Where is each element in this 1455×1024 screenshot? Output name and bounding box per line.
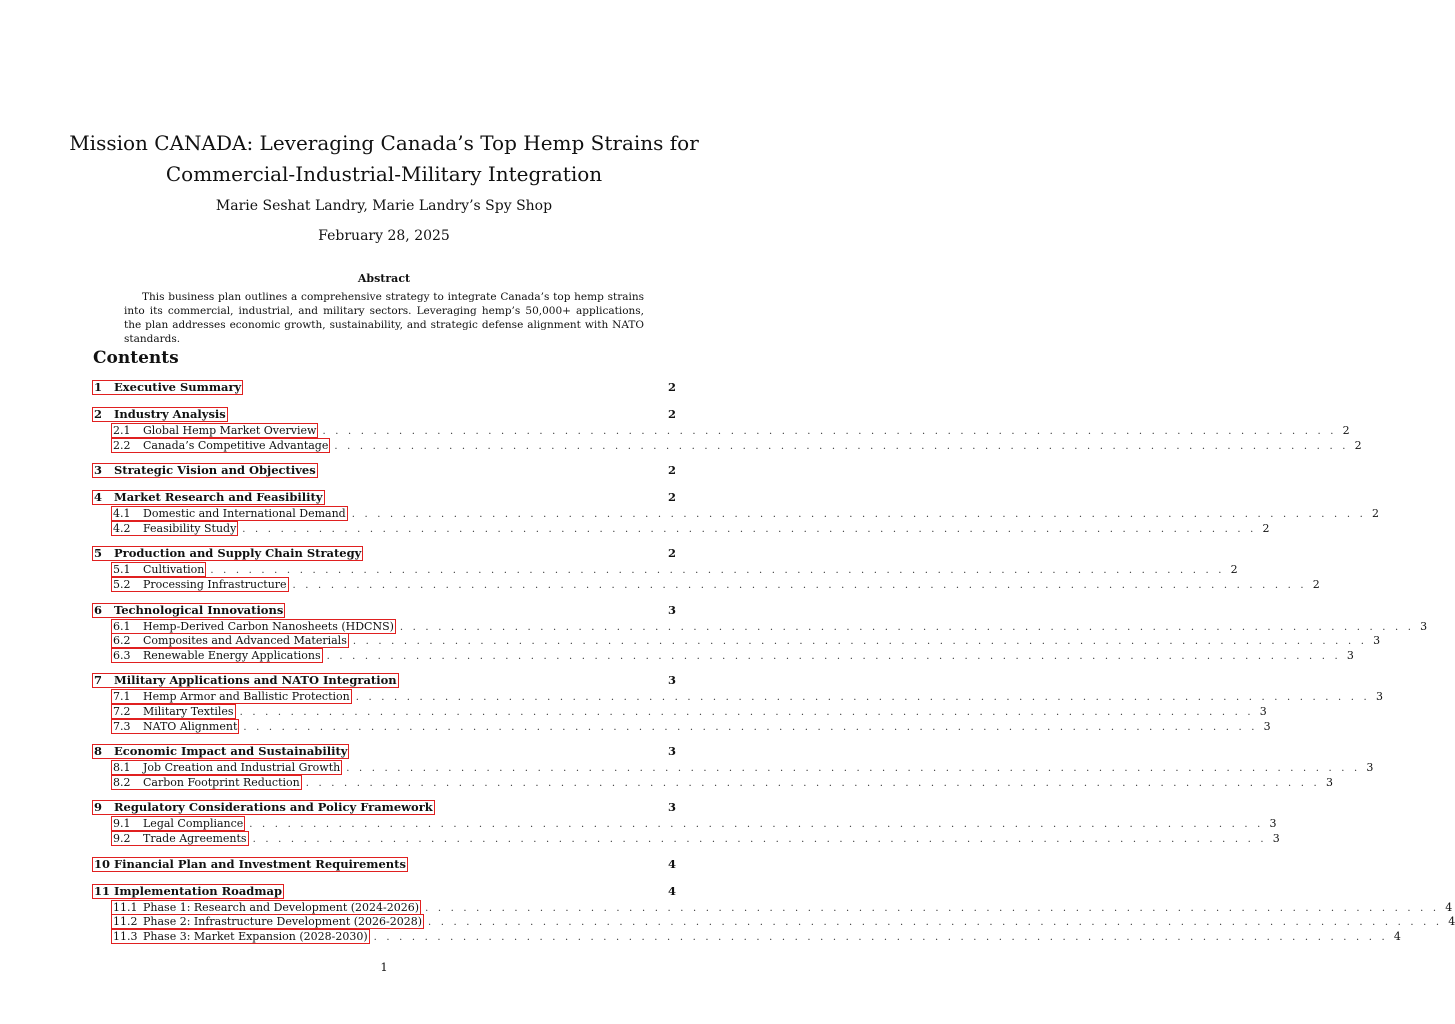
- toc-subsection-page: 3: [1373, 634, 1381, 648]
- toc-section-row: [92, 603, 676, 619]
- toc-subsection-row: [92, 704, 1267, 719]
- toc-subsection-row: [92, 423, 1350, 438]
- abstract-heading: Abstract: [357, 272, 411, 285]
- toc-dot-leader: . . . . . . . . . . . . . . . . . . . . . . . . . . . . . . . . . . . . . . . . . . . . . . . . . . . . . . . . . . . . . . . . . . . . . . . . . . . . . . . .: [428, 917, 1443, 929]
- toc-subsection-page: 2: [1342, 424, 1350, 437]
- toc-subsection-link[interactable]: [111, 577, 289, 592]
- toc-subsection-row: [92, 929, 1401, 944]
- toc-section-group: [92, 883, 1455, 944]
- toc-subsection-label: NATO Alignment: [143, 719, 238, 733]
- toc-subsection-row: [92, 831, 1280, 846]
- toc-dot-leader: . . . . . . . . . . . . . . . . . . . . . . . . . . . . . . . . . . . . . . . . . . . . . . . . . . . . . . . . . . . . . . . . . . . . . . . . . . . . . . . .: [355, 692, 1370, 704]
- toc-subsection-row: [92, 438, 1362, 453]
- toc-dot-leader: . . . . . . . . . . . . . . . . . . . . . . . . . . . . . . . . . . . . . . . . . . . . . . . . . . . . . . . . . . . . . . . . . . . . . . . . . . . . . . . .: [352, 636, 1368, 648]
- publication-date: February 28, 2025: [318, 228, 450, 244]
- toc-section-group: [92, 800, 1280, 845]
- toc-subsection-page: 3: [1420, 619, 1428, 633]
- toc-subsection-label: Cultivation: [143, 563, 205, 577]
- table-of-contents: [92, 380, 1455, 954]
- toc-section-row: [92, 884, 676, 900]
- toc-subsection-row: [92, 562, 1238, 577]
- toc-section-number: 3: [94, 463, 103, 478]
- toc-subsection-number: 9.1: [113, 817, 131, 831]
- toc-section-number: 2: [94, 407, 103, 421]
- toc-subsection-number: 8.1: [113, 761, 131, 775]
- toc-section-page: 4: [667, 856, 676, 871]
- toc-section-label: Economic Impact and Sustainability: [114, 744, 348, 759]
- toc-subsection-page: 2: [1230, 563, 1238, 577]
- toc-subsection-row: [92, 648, 1354, 663]
- toc-subsection-row: [92, 775, 1333, 790]
- toc-section-link[interactable]: [92, 490, 325, 505]
- toc-section-label: Executive Summary: [114, 380, 242, 394]
- toc-section-page: 2: [667, 380, 676, 394]
- toc-section-link[interactable]: [92, 800, 435, 815]
- toc-section-number: 8: [94, 744, 103, 759]
- title-line-2: Commercial-Industrial-Military Integration: [165, 162, 603, 186]
- toc-dot-leader: . . . . . . . . . . . . . . . . . . . . . . . . . . . . . . . . . . . . . . . . . . . . . . . . . . . . . . . . . . . . . . . . . . . . . . . . . . . . . . . .: [346, 763, 1361, 775]
- toc-subsection-page: 2: [1312, 577, 1320, 591]
- toc-subsection-page: 4: [1393, 929, 1401, 943]
- toc-subsection-number: 11.3: [113, 929, 138, 943]
- toc-subsection-link[interactable]: [111, 619, 396, 634]
- toc-subsection-number: 5.1: [113, 563, 131, 577]
- toc-section-number: 5: [94, 546, 103, 561]
- toc-dot-leader: . . . . . . . . . . . . . . . . . . . . . . . . . . . . . . . . . . . . . . . . . . . . . . . . . . . . . . . . . . . . . . . . . . . . . . . . . . . . . . . .: [326, 650, 1341, 662]
- toc-section-row: [92, 800, 676, 816]
- toc-subsection-link[interactable]: [111, 914, 424, 929]
- toc-subsection-label: Hemp Armor and Ballistic Protection: [143, 690, 350, 704]
- toc-subsection-page: 3: [1259, 704, 1267, 718]
- toc-section-page: 2: [667, 407, 676, 421]
- toc-subsection-link[interactable]: [111, 816, 245, 831]
- toc-section-label: Technological Innovations: [114, 602, 284, 617]
- toc-section-number: 9: [94, 800, 103, 815]
- toc-section-link[interactable]: [92, 884, 284, 899]
- toc-subsection-label: Feasibility Study: [143, 521, 237, 535]
- toc-section-row: [92, 463, 676, 479]
- toc-subsection-page: 3: [1269, 817, 1277, 831]
- toc-section-label: Implementation Roadmap: [114, 883, 282, 898]
- title-line-1: Mission CANADA: Leveraging Canada’s Top Hemp Strains for: [69, 131, 699, 155]
- toc-subsection-label: Composites and Advanced Materials: [143, 634, 347, 648]
- toc-subsection-number: 7.1: [113, 690, 131, 704]
- toc-subsection-number: 4.2: [113, 521, 131, 535]
- toc-section-link[interactable]: [92, 744, 349, 759]
- toc-section-number: 11: [94, 883, 111, 898]
- toc-section-page: 2: [667, 546, 676, 561]
- page-number: 1: [380, 960, 388, 974]
- toc-subsection-link[interactable]: [111, 831, 249, 846]
- authors: Marie Seshat Landry, Marie Landry’s Spy Shop: [215, 198, 553, 214]
- toc-section-number: 10: [94, 856, 111, 871]
- toc-section-group: [92, 463, 676, 479]
- toc-section-link[interactable]: [92, 857, 408, 872]
- abstract-text: This business plan outlines a comprehensive strategy to integrate Canada’s top hemp strains into its commercial, industrial, and military sectors. Leveraging hemp’s 50,000+ applications, the plan addresses economic growth, sustainability, and strategic defense alignment with NATO standards.: [124, 291, 644, 345]
- toc-section-number: 6: [94, 602, 103, 617]
- toc-section-row: [92, 490, 676, 506]
- toc-section-number: 1: [94, 380, 103, 394]
- toc-section-label: Regulatory Considerations and Policy Framework: [114, 800, 433, 815]
- toc-subsection-link[interactable]: [111, 562, 206, 577]
- toc-subsection-label: Phase 1: Research and Development (2024-2026): [143, 900, 420, 914]
- toc-subsection-label: Military Textiles: [143, 704, 234, 718]
- toc-dot-leader: . . . . . . . . . . . . . . . . . . . . . . . . . . . . . . . . . . . . . . . . . . . . . . . . . . . . . . . . . . . . . . . . . . . . . . . . . . . . . . . .: [334, 440, 1349, 452]
- toc-subsection-row: [92, 719, 1271, 734]
- toc-subsection-link[interactable]: [111, 423, 318, 438]
- toc-subsection-number: 6.2: [113, 634, 131, 648]
- toc-subsection-number: 6.1: [113, 619, 131, 633]
- toc-dot-leader: . . . . . . . . . . . . . . . . . . . . . . . . . . . . . . . . . . . . . . . . . . . . . . . . . . . . . . . . . . . . . . . . . . . . . . . . . . . . . . . .: [351, 509, 1366, 521]
- toc-section-group: [92, 857, 676, 873]
- toc-dot-leader: . . . . . . . . . . . . . . . . . . . . . . . . . . . . . . . . . . . . . . . . . . . . . . . . . . . . . . . . . . . . . . . . . . . . . . . . . . . . . . . .: [210, 565, 1225, 577]
- toc-subsection-link[interactable]: [111, 438, 330, 453]
- toc-section-label: Strategic Vision and Objectives: [114, 463, 316, 478]
- contents-heading: Contents: [93, 348, 179, 368]
- toc-subsection-number: 4.1: [113, 507, 131, 521]
- toc-dot-leader: . . . . . . . . . . . . . . . . . . . . . . . . . . . . . . . . . . . . . . . . . . . . . . . . . . . . . . . . . . . . . . . . . . . . . . . . . . . . . . . .: [322, 426, 1337, 437]
- toc-section-label: Production and Supply Chain Strategy: [114, 546, 362, 561]
- toc-dot-leader: . . . . . . . . . . . . . . . . . . . . . . . . . . . . . . . . . . . . . . . . . . . . . . . . . . . . . . . . . . . . . . . . . . . . . . . . . . . . . . . .: [305, 777, 1320, 789]
- toc-subsection-page: 2: [1262, 521, 1270, 535]
- toc-section-row: [92, 546, 676, 562]
- toc-subsection-row: [92, 900, 1453, 915]
- toc-subsection-number: 11.2: [113, 915, 138, 929]
- toc-subsection-page: 2: [1371, 507, 1379, 521]
- toc-section-label: Financial Plan and Investment Requirements: [114, 856, 406, 871]
- toc-subsection-number: 5.2: [113, 577, 131, 591]
- toc-subsection-row: [92, 816, 1277, 831]
- toc-subsection-link[interactable]: [111, 900, 421, 915]
- toc-dot-leader: . . . . . . . . . . . . . . . . . . . . . . . . . . . . . . . . . . . . . . . . . . . . . . . . . . . . . . . . . . . . . . . . . . . . . . . . . . . . . . . .: [292, 579, 1307, 591]
- toc-subsection-number: 7.2: [113, 704, 131, 718]
- toc-section-group: [92, 546, 1320, 591]
- toc-section-link[interactable]: [92, 546, 363, 561]
- toc-subsection-link[interactable]: [111, 704, 236, 719]
- toc-dot-leader: . . . . . . . . . . . . . . . . . . . . . . . . . . . . . . . . . . . . . . . . . . . . . . . . . . . . . . . . . . . . . . . . . . . . . . . . . . . . . . . .: [373, 931, 1388, 943]
- toc-subsection-row: [92, 689, 1383, 704]
- toc-subsection-label: Processing Infrastructure: [143, 577, 287, 591]
- toc-section-label: Market Research and Feasibility: [114, 490, 323, 505]
- toc-subsection-page: 3: [1263, 719, 1271, 733]
- toc-dot-leader: . . . . . . . . . . . . . . . . . . . . . . . . . . . . . . . . . . . . . . . . . . . . . . . . . . . . . . . . . . . . . . . . . . . . . . . . . . . . . . . .: [239, 706, 1254, 718]
- toc-dot-leader: . . . . . . . . . . . . . . . . . . . . . . . . . . . . . . . . . . . . . . . . . . . . . . . . . . . . . . . . . . . . . . . . . . . . . . . . . . . . . . . .: [399, 621, 1415, 633]
- toc-subsection-label: Phase 3: Market Expansion (2028-2030): [143, 929, 368, 943]
- toc-subsection-row: [92, 577, 1320, 592]
- toc-subsection-link[interactable]: [111, 775, 302, 790]
- toc-section-group: [92, 407, 1362, 452]
- toc-section-group: [92, 602, 1428, 663]
- toc-subsection-number: 7.3: [113, 719, 131, 733]
- toc-subsection-page: 3: [1375, 690, 1383, 704]
- toc-section-page: 3: [667, 800, 676, 815]
- toc-subsection-row: [92, 633, 1381, 648]
- toc-section-link[interactable]: [92, 673, 399, 688]
- toc-section-link[interactable]: [92, 380, 243, 395]
- toc-section-row: [92, 744, 676, 760]
- toc-dot-leader: . . . . . . . . . . . . . . . . . . . . . . . . . . . . . . . . . . . . . . . . . . . . . . . . . . . . . . . . . . . . . . . . . . . . . . . . . . . . . . . .: [243, 721, 1258, 733]
- toc-subsection-label: Hemp-Derived Carbon Nanosheets (HDCNS): [143, 619, 394, 633]
- toc-subsection-label: Phase 2: Infrastructure Development (2026-2028): [143, 915, 423, 929]
- toc-section-page: 2: [667, 463, 676, 478]
- toc-subsection-link[interactable]: [111, 633, 349, 648]
- toc-subsection-link[interactable]: [111, 689, 352, 704]
- toc-section-link[interactable]: [92, 463, 318, 478]
- toc-subsection-page: 2: [1354, 438, 1362, 452]
- toc-subsection-number: 2.2: [113, 438, 131, 452]
- toc-section-link[interactable]: [92, 407, 228, 422]
- toc-subsection-label: Trade Agreements: [143, 831, 247, 845]
- toc-section-group: [92, 490, 1379, 535]
- toc-section-number: 7: [94, 673, 103, 688]
- toc-section-page: 3: [667, 744, 676, 759]
- toc-section-number: 4: [94, 490, 103, 505]
- toc-section-page: 3: [667, 602, 676, 617]
- toc-subsection-label: Global Hemp Market Overview: [143, 424, 317, 437]
- toc-subsection-page: 3: [1346, 648, 1354, 662]
- toc-subsection-label: Renewable Energy Applications: [143, 648, 321, 662]
- toc-subsection-link[interactable]: [111, 648, 323, 663]
- toc-dot-leader: . . . . . . . . . . . . . . . . . . . . . . . . . . . . . . . . . . . . . . . . . . . . . . . . . . . . . . . . . . . . . . . . . . . . . . . . . . . . . . . .: [242, 523, 1257, 535]
- toc-subsection-label: Legal Compliance: [143, 817, 244, 831]
- toc-subsection-link[interactable]: [111, 760, 342, 775]
- toc-subsection-row: [92, 760, 1374, 775]
- toc-dot-leader: . . . . . . . . . . . . . . . . . . . . . . . . . . . . . . . . . . . . . . . . . . . . . . . . . . . . . . . . . . . . . . . . . . . . . . . . . . . . . . . .: [249, 819, 1264, 831]
- toc-section-page: 4: [667, 883, 676, 898]
- toc-section-page: 2: [667, 490, 676, 505]
- toc-subsection-link[interactable]: [111, 521, 238, 536]
- toc-subsection-number: 9.2: [113, 831, 131, 845]
- toc-subsection-row: [92, 914, 1455, 929]
- toc-section-row: [92, 380, 676, 396]
- toc-subsection-label: Carbon Footprint Reduction: [143, 775, 300, 789]
- toc-section-link[interactable]: [92, 603, 285, 618]
- document-title: [0, 128, 768, 190]
- toc-subsection-page: 4: [1445, 900, 1453, 914]
- toc-subsection-page: 3: [1272, 831, 1280, 845]
- toc-subsection-row: [92, 506, 1379, 521]
- toc-subsection-label: Domestic and International Demand: [143, 507, 346, 521]
- toc-subsection-number: 8.2: [113, 775, 131, 789]
- toc-subsection-link[interactable]: [111, 506, 348, 521]
- toc-subsection-page: 4: [1448, 915, 1455, 929]
- toc-dot-leader: . . . . . . . . . . . . . . . . . . . . . . . . . . . . . . . . . . . . . . . . . . . . . . . . . . . . . . . . . . . . . . . . . . . . . . . . . . . . . . . .: [425, 902, 1440, 914]
- toc-subsection-link[interactable]: [111, 929, 370, 944]
- toc-section-row: [92, 673, 676, 689]
- toc-subsection-number: 2.1: [113, 424, 131, 437]
- toc-section-page: 3: [667, 673, 676, 688]
- toc-section-row: [92, 407, 676, 423]
- toc-subsection-row: [92, 521, 1270, 536]
- toc-section-label: Military Applications and NATO Integration: [114, 673, 397, 688]
- toc-subsection-page: 3: [1325, 775, 1333, 789]
- toc-subsection-number: 6.3: [113, 648, 131, 662]
- toc-subsection-link[interactable]: [111, 719, 239, 734]
- toc-subsection-label: Canada’s Competitive Advantage: [143, 438, 329, 452]
- toc-section-label: Industry Analysis: [114, 407, 226, 421]
- toc-section-group: [92, 673, 1383, 733]
- toc-subsection-page: 3: [1366, 761, 1374, 775]
- toc-section-group: [92, 380, 676, 396]
- toc-subsection-number: 11.1: [113, 900, 138, 914]
- toc-dot-leader: . . . . . . . . . . . . . . . . . . . . . . . . . . . . . . . . . . . . . . . . . . . . . . . . . . . . . . . . . . . . . . . . . . . . . . . . . . . . . . . .: [252, 833, 1267, 845]
- toc-subsection-label: Job Creation and Industrial Growth: [143, 761, 341, 775]
- toc-section-group: [92, 744, 1374, 789]
- toc-section-row: [92, 857, 676, 873]
- toc-subsection-row: [92, 619, 1428, 634]
